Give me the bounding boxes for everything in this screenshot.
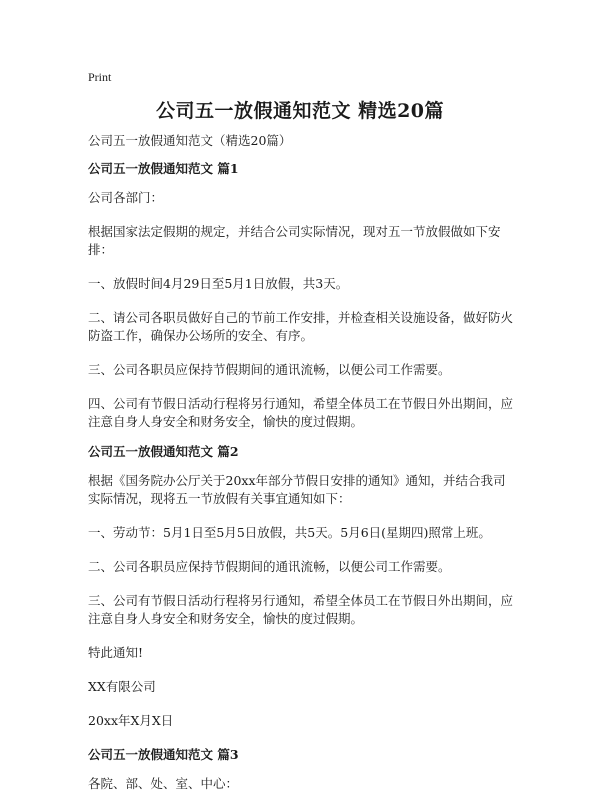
paragraph: 三、公司有节假日活动行程将另行通知，希望全体员工在节假日外出期间，应注意自身人身安全和财务安全，愉快的度过假期。 xyxy=(88,593,514,626)
document-title: 公司五一放假通知范文 精选20篇 xyxy=(155,100,445,122)
document-body xyxy=(88,132,516,809)
paragraph: 特此通知! xyxy=(88,645,144,660)
paragraph: 根据国家法定假期的规定，并结合公司实际情况，现对五一节放假做如下安排： xyxy=(88,224,501,257)
paragraph: 一、劳动节：5月1日至5月5日放假，共5天。5月6日(星期四)照常上班。 xyxy=(88,525,491,540)
print-label: Print xyxy=(88,70,112,84)
paragraph: 三、公司各职员应保持节假期间的通讯流畅，以便公司工作需要。 xyxy=(88,362,451,377)
section-heading: 公司五一放假通知范文 篇2 xyxy=(88,444,239,459)
paragraph: 根据《国务院办公厅关于20xx年部分节假日安排的通知》通知，并结合我司实际情况，现将五一节放假有关事宜通知如下： xyxy=(88,473,506,506)
paragraph: 四、公司有节假日活动行程将另行通知，希望全体员工在节假日外出期间，应注意自身人身安全和财务安全，愉快的度过假期。 xyxy=(88,396,514,429)
paragraph: 各院、部、处、室、中心： xyxy=(88,776,239,791)
paragraph: 一、放假时间4月29日至5月1日放假，共3天。 xyxy=(88,276,349,291)
date-line: 20xx年X月X日 xyxy=(88,713,174,728)
section-heading: 公司五一放假通知范文 篇3 xyxy=(88,747,239,762)
paragraph: 二、请公司各职员做好自己的节前工作安排，并检查相关设施设备，做好防火防盗工作，确保办公场所的安全、有序。 xyxy=(88,310,514,343)
document-subtitle: 公司五一放假通知范文（精选20篇） xyxy=(88,133,292,148)
paragraph: 公司各部门： xyxy=(88,190,164,205)
paragraph: 二、公司各职员应保持节假期间的通讯流畅，以便公司工作需要。 xyxy=(88,559,451,574)
company-name: XX有限公司 xyxy=(88,679,156,694)
section-heading: 公司五一放假通知范文 篇1 xyxy=(88,161,239,176)
